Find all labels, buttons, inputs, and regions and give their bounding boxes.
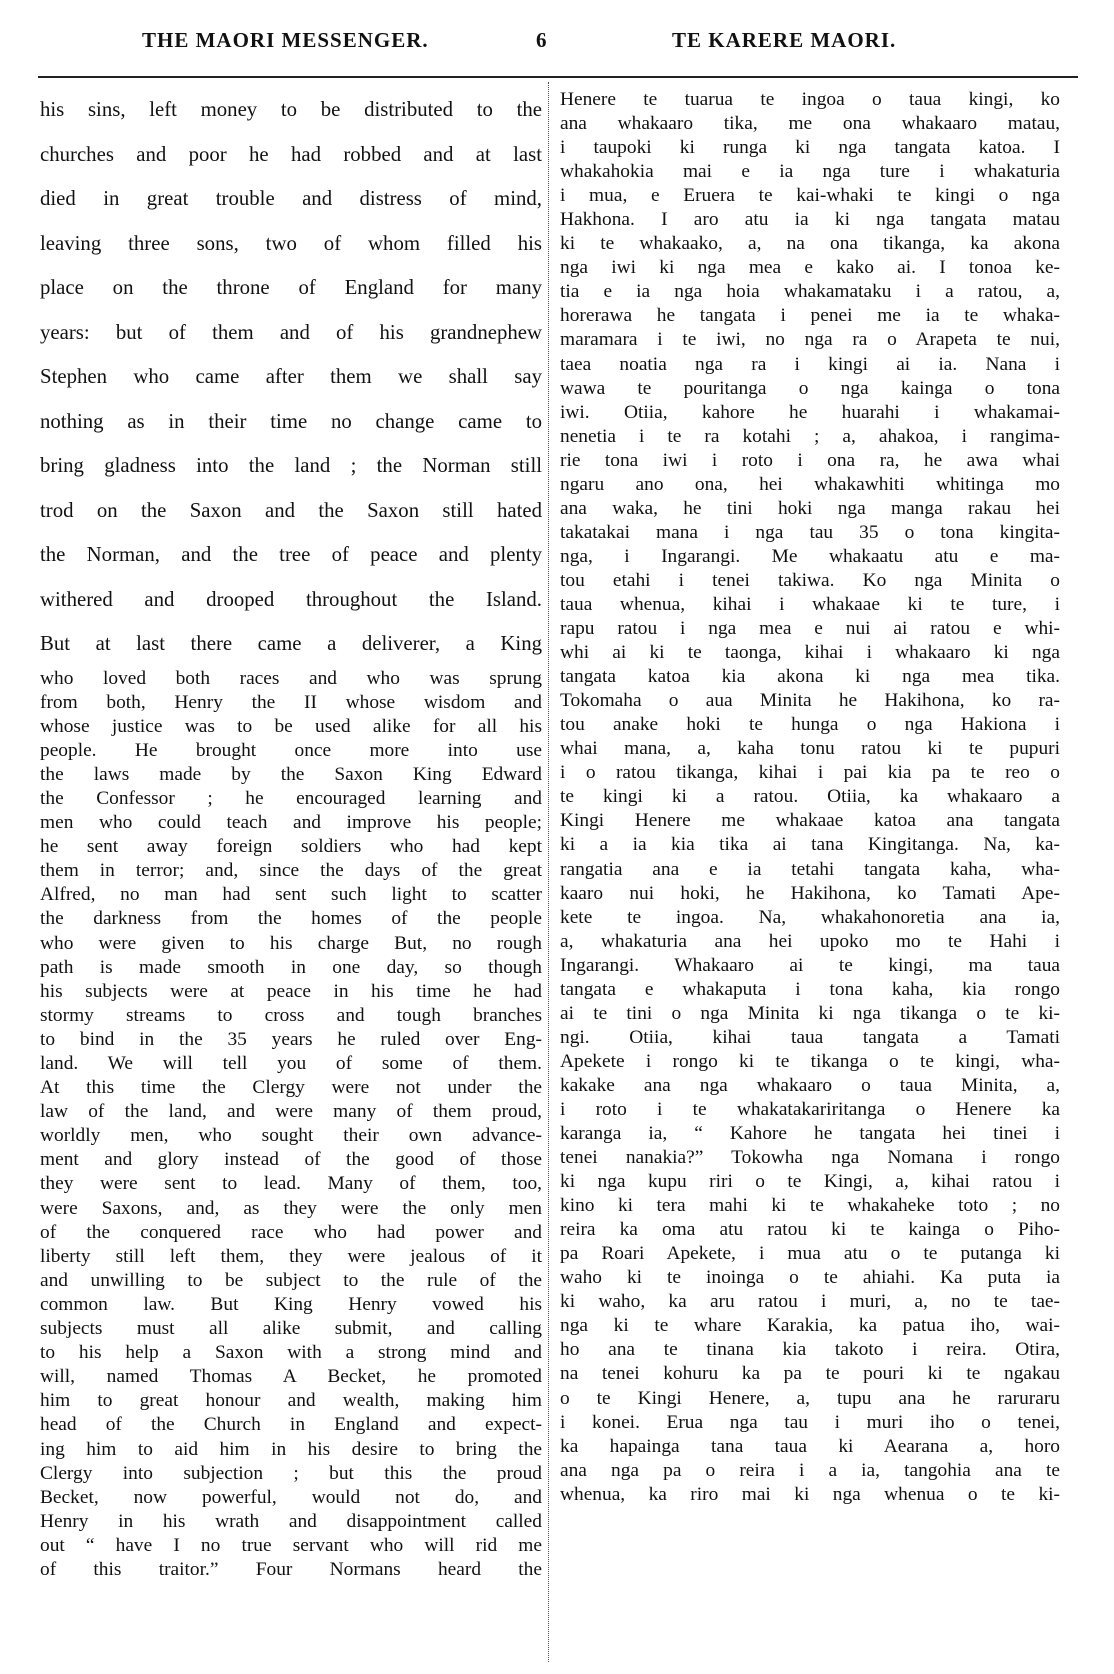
text-line: rapu ratou i nga mea e nui ai ratou e whi- xyxy=(560,618,1060,640)
text-line: i konei. Erua nga tau i muri iho o tenei, xyxy=(560,1411,1060,1433)
text-line: na tenei kohuru ka pa te pouri ki te ngakau xyxy=(560,1363,1060,1385)
text-line: waho ki te inoinga o te ahiahi. Ka puta ia xyxy=(560,1267,1060,1289)
text-line: ana nga pa o reira i a ia, tangohia ana te xyxy=(560,1459,1060,1481)
text-line: whenua, ka riro mai ki nga whenua o te ki- xyxy=(560,1483,1060,1505)
text-line: leaving three sons, two of whom filled his xyxy=(40,231,542,255)
text-line: trod on the Saxon and the Saxon still hated xyxy=(40,498,542,522)
text-line: kakake ana nga whakaaro o taua Minita, a, xyxy=(560,1074,1060,1096)
text-line: tou anake hoki te hunga o nga Hakiona i xyxy=(560,714,1060,736)
text-line: i taupoki ki runga ki nga tangata katoa. I xyxy=(560,137,1060,159)
text-line: iwi. Otiia, kahore he huarahi i whakamai- xyxy=(560,401,1060,423)
english-column xyxy=(40,88,542,1582)
header-rule xyxy=(38,76,1078,78)
page-number: 6 xyxy=(536,28,548,52)
text-line: the Confessor ; he encouraged learning and xyxy=(40,787,542,809)
text-line: Henry in his wrath and disappointment called xyxy=(40,1510,542,1532)
maori-column xyxy=(560,88,1060,1507)
english-small-text xyxy=(40,667,542,1583)
text-line: ana whakaaro tika, me ona whakaaro matau, xyxy=(560,113,1060,135)
text-line: bring gladness into the land ; the Norman still xyxy=(40,454,542,477)
column-divider xyxy=(548,82,550,1662)
text-line: worldly men, who sought their own advance- xyxy=(40,1125,542,1147)
text-line: of the conquered race who had power and xyxy=(40,1221,542,1243)
text-line: ana waka, he tini hoki nga manga rakau hei xyxy=(560,497,1060,519)
text-line: i roto i te whakatakariritanga o Henere ka xyxy=(560,1098,1060,1120)
text-line: maramara i te iwi, no nga ra o Arapeta te nui, xyxy=(560,329,1060,351)
text-line: ki a ia kia tika ai tana Kingitanga. Na, ka- xyxy=(560,834,1060,856)
text-line: stormy streams to cross and tough branches xyxy=(40,1004,542,1026)
text-line: rie tona iwi i roto i ona ra, he awa whai xyxy=(560,449,1060,471)
text-line: whai mana, a, kaha tonu ratou ki te pupuri xyxy=(560,738,1060,760)
text-line: ho ana te tinana kia takoto i reira. Otira, xyxy=(560,1339,1060,1361)
text-line: the darkness from the homes of the people xyxy=(40,908,542,930)
text-line: people. He brought once more into use xyxy=(40,739,542,761)
text-line: kino ki tera mahi ki te whakaheke toto ; no xyxy=(560,1195,1060,1217)
text-line: ka hapainga tana taua ki Aearana a, horo xyxy=(560,1435,1060,1457)
text-line: karanga ia, “ Kahore he tangata hei tinei i xyxy=(560,1123,1060,1145)
text-line: o te Kingi Henere, a, tupu ana he raruraru xyxy=(560,1387,1060,1409)
text-line: a, whakaturia ana hei upoko mo te Hahi i xyxy=(560,930,1060,952)
text-line: whi ai ki te taonga, kihai i whakaaro ki nga xyxy=(560,642,1060,664)
text-line: horerawa he tangata i penei me ia te whaka- xyxy=(560,305,1060,327)
text-line: died in great trouble and distress of mind, xyxy=(40,187,542,210)
text-line: tangata katoa kia akona ki nga mea tika. xyxy=(560,666,1060,688)
text-line: nenetia i te ra kotahi ; a, ahakoa, i rangima- xyxy=(560,425,1060,447)
header-right-title: TE KARERE MAORI. xyxy=(672,28,897,52)
text-line: head of the Church in England and expect- xyxy=(40,1414,542,1436)
text-line: will, named Thomas A Becket, he promoted xyxy=(40,1366,542,1388)
text-line: ing him to aid him in his desire to bring the xyxy=(40,1438,542,1460)
text-line: the laws made by the Saxon King Edward xyxy=(40,763,542,785)
text-line: he sent away foreign soldiers who had kept xyxy=(40,836,542,858)
header-left-title: THE MAORI MESSENGER. xyxy=(142,28,429,52)
text-line: tia e ia nga hoia whakamataku i a ratou, a, xyxy=(560,281,1060,303)
text-line: ngi. Otiia, kihai taua tangata a Tamati xyxy=(560,1026,1060,1048)
text-line: i o ratou tikanga, kihai i pai kia pa te reo o xyxy=(560,762,1060,784)
text-line: liberty still left them, they were jealous of it xyxy=(40,1245,542,1267)
text-line: Becket, now powerful, would not do, and xyxy=(40,1486,542,1508)
text-line: Henere te tuarua te ingoa o taua kingi, ko xyxy=(560,89,1060,110)
text-line: whakahokia mai e ia nga ture i whakaturia xyxy=(560,161,1060,183)
text-line: But at last there came a deliverer, a King xyxy=(40,632,542,655)
text-line: place on the throne of England for many xyxy=(40,276,542,299)
text-line: them in terror; and, since the days of the great xyxy=(40,860,542,882)
text-line: common law. But King Henry vowed his xyxy=(40,1293,542,1315)
text-line: years: but of them and of his grandnephew xyxy=(40,320,542,344)
text-line: pa Roari Apekete, i mua atu o te putanga ki xyxy=(560,1243,1060,1265)
english-large-text xyxy=(40,88,542,667)
text-line: his sins, left money to be distributed to the xyxy=(40,98,542,121)
text-line: to his help a Saxon with a strong mind and xyxy=(40,1342,542,1364)
text-line: from both, Henry the II whose wisdom and xyxy=(40,691,542,713)
text-line: out “ have I no true servant who will rid me xyxy=(40,1534,542,1556)
text-line: tenei nanakia?” Tokowha nga Nomana i rongo xyxy=(560,1147,1060,1169)
text-line: men who could teach and improve his people; xyxy=(40,812,542,834)
text-line: reira ka oma atu ratou ki te kainga o Piho- xyxy=(560,1219,1060,1241)
text-line: path is made smooth in one day, so though xyxy=(40,956,542,978)
text-line: withered and drooped throughout the Island. xyxy=(40,587,542,611)
text-line: takatakai mana i nga tau 35 o tona kingita- xyxy=(560,521,1060,543)
text-line: nga ki te whare Karakia, ka patua iho, wai- xyxy=(560,1315,1060,1337)
text-line: Alfred, no man had sent such light to scatter xyxy=(40,884,542,906)
text-line: were Saxons, and, as they were the only men xyxy=(40,1197,542,1219)
text-line: ki waho, ka aru ratou i muri, a, no te tae- xyxy=(560,1291,1060,1313)
text-line: whose justice was to be used alike for all his xyxy=(40,715,542,737)
text-line: who were given to his charge But, no rough xyxy=(40,932,542,954)
page-header xyxy=(0,22,1114,58)
text-line: taua whenua, kihai i whakaae ki te ture, i xyxy=(560,593,1060,615)
text-line: and unwilling to be subject to the rule of the xyxy=(40,1269,542,1291)
text-line: they were sent to lead. Many of them, too, xyxy=(40,1173,542,1195)
text-line: kaaro nui hoki, he Hakihona, ko Tamati Ape- xyxy=(560,882,1060,904)
text-line: Stephen who came after them we shall say xyxy=(40,365,542,388)
text-line: At this time the Clergy were not under the xyxy=(40,1077,542,1099)
text-line: him to great honour and wealth, making him xyxy=(40,1390,542,1412)
text-line: to bind in the 35 years he ruled over Eng- xyxy=(40,1028,542,1050)
text-line: Apekete i rongo ki te tikanga o te kingi, wha- xyxy=(560,1050,1060,1072)
text-line: ki te whakaako, a, na ona tikanga, ka akona xyxy=(560,233,1060,255)
text-line: Clergy into subjection ; but this the proud xyxy=(40,1462,542,1484)
text-line: ngaru ano ona, hei whakawhiti whitinga mo xyxy=(560,473,1060,495)
text-line: of this traitor.” Four Normans heard the xyxy=(40,1558,542,1580)
text-line: taea noatia nga ra i kingi ai ia. Nana i xyxy=(560,353,1060,375)
text-line: Tokomaha o aua Minita he Hakihona, ko ra- xyxy=(560,690,1060,712)
text-line: ment and glory instead of the good of those xyxy=(40,1149,542,1171)
text-line: nga, i Ingarangi. Me whakaatu atu e ma- xyxy=(560,545,1060,567)
text-line: wawa te pouritanga o nga kainga o tona xyxy=(560,377,1060,399)
text-line: who loved both races and who was sprung xyxy=(40,667,542,689)
text-line: ki nga kupu riri o te Kingi, a, kihai ratou i xyxy=(560,1171,1060,1193)
text-line: churches and poor he had robbed and at last xyxy=(40,142,542,166)
text-line: i mua, e Eruera te kai-whaki te kingi o nga xyxy=(560,185,1060,207)
text-line: tou etahi i tenei takiwa. Ko nga Minita o xyxy=(560,569,1060,591)
text-line: ai te tini o nga Minita ki nga tikanga o te ki- xyxy=(560,1002,1060,1024)
text-line: nothing as in their time no change came to xyxy=(40,409,542,433)
text-line: rangatia ana e ia tetahi tangata kaha, wha- xyxy=(560,858,1060,880)
text-line: Hakhona. I aro atu ia ki nga tangata matau xyxy=(560,209,1060,231)
text-line: law of the land, and were many of them proud, xyxy=(40,1101,542,1123)
text-line: Kingi Henere me whakaae katoa ana tangata xyxy=(560,810,1060,832)
text-line: te kingi ki a ratou. Otiia, ka whakaaro a xyxy=(560,786,1060,808)
text-line: land. We will tell you of some of them. xyxy=(40,1053,542,1074)
text-line: nga iwi ki nga mea e kako ai. I tonoa ke- xyxy=(560,257,1060,279)
text-line: the Norman, and the tree of peace and plenty xyxy=(40,543,542,566)
text-line: subjects must all alike submit, and calling xyxy=(40,1318,542,1340)
text-line: his subjects were at peace in his time he had xyxy=(40,980,542,1002)
text-line: Ingarangi. Whakaaro ai te kingi, ma taua xyxy=(560,954,1060,976)
text-line: kete te ingoa. Na, whakahonoretia ana ia, xyxy=(560,906,1060,928)
text-line: tangata e whakaputa i tona kaha, kia rongo xyxy=(560,978,1060,1000)
